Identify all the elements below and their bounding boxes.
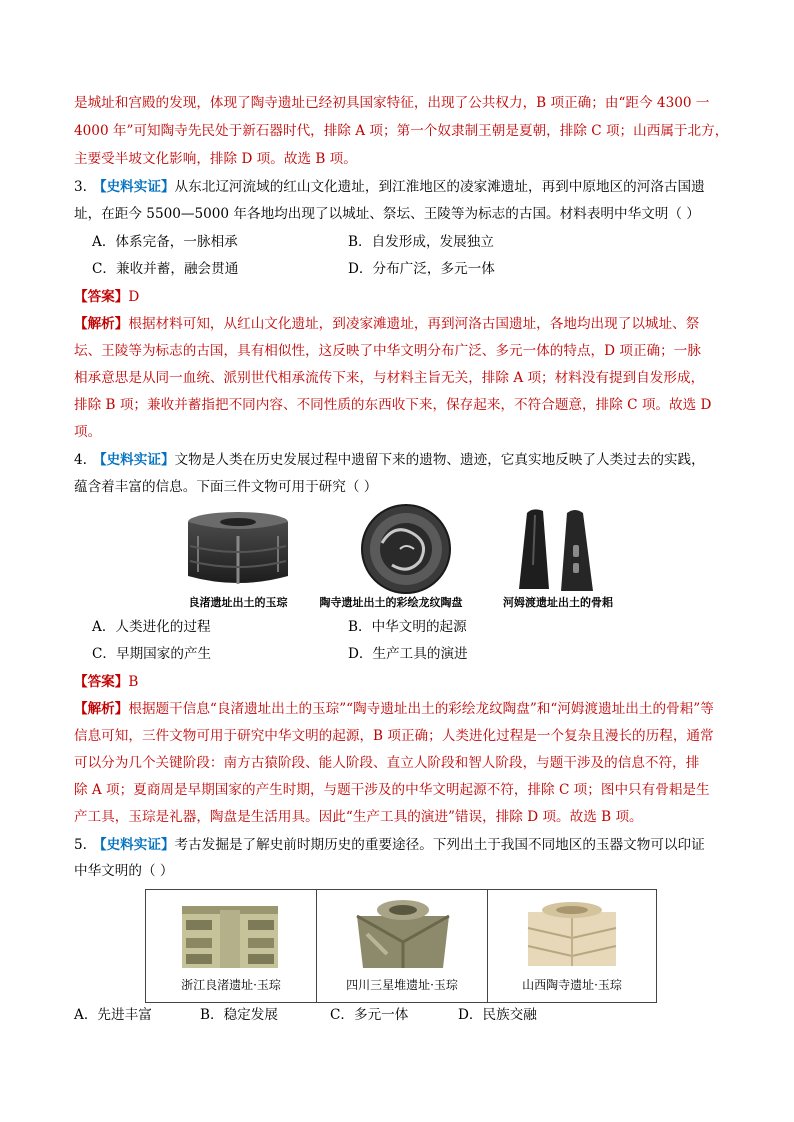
q4-answer-line — [74, 672, 138, 692]
q3-option-a: A．体系完备，一脉相承 — [92, 234, 238, 250]
q3-analysis-text-1: 根据材料可知，从红山文化遗址，到凌家滩遗址，再到河洛古国遗址，各地均出现了以城址、祭 — [128, 316, 700, 332]
q3-analysis-line-2: 坛、王陵等为标志的古国，具有相似性，这反映了中华文明分布广泛、多元一体的特点，D 项正确；一脉 — [74, 343, 701, 359]
q3-stem-text-1: 从东北辽河流域的红山文化遗址，到江淮地区的凌家滩遗址，再到中原地区的河洛古国遗 — [174, 179, 705, 195]
q3-analysis-line-3: 相承意思是从同一血统、派别世代相承流传下来，与材料主旨无关，排除 A 项；材料没有提到自发形成， — [74, 370, 705, 386]
jade-cong-sichuan-image — [347, 894, 459, 974]
q4-number: 4. — [74, 452, 87, 468]
q3-option-b: B．自发形成，发展独立 — [348, 234, 494, 250]
q5-option-a: A．先进丰富 — [74, 1007, 152, 1023]
q5-stem-line-1 — [74, 835, 705, 855]
q5-number: 5. — [74, 837, 87, 853]
q5-caption-3: 山西陶寺遗址·玉琮 — [522, 978, 622, 992]
q4-stem-line-2: 蕴含着丰富的信息。下面三件文物可用于研究（ ） — [74, 479, 378, 495]
q4-answer-value: B — [128, 674, 139, 690]
q4-option-b: B．中华文明的起源 — [348, 619, 467, 635]
q5-option-b: B．稳定发展 — [200, 1007, 278, 1023]
q3-analysis-line-1 — [74, 314, 699, 334]
q5-table-cell-2 — [316, 890, 487, 1002]
q5-artifact-table — [145, 889, 657, 1003]
jade-cong-liangzhu-image — [178, 506, 298, 590]
q4-caption-1: 良渚遗址出土的玉琮 — [188, 596, 288, 609]
q3-option-c: C．兼收并蓄，融会贯通 — [92, 261, 239, 277]
q4-analysis-line-2: 信息可知，三件文物可用于研究中华文明的起源，B 项正确；人类进化过程是一个复杂且漫长的历程，通常 — [74, 728, 714, 744]
q3-answer-value: D — [128, 289, 140, 305]
q4-option-a: A．人类进化的过程 — [92, 619, 211, 635]
bone-si-hemudu-image — [513, 505, 599, 593]
intro-line-1: 是城址和宫殿的发现，体现了陶寺遗址已经初具国家特征，出现了公共权力，B 项正确；由“距今 4300 一 — [74, 95, 710, 111]
q5-stem-text-1: 考古发掘是了解史前时期历史的重要途径。下列出土于我国不同地区的玉器文物可以印证 — [174, 837, 705, 853]
q3-tag: 【史料实证】 — [92, 179, 175, 195]
q4-analysis-line-3: 可以分为几个关键阶段：南方古猿阶段、能人阶段、直立人阶段和智人阶段，与题干涉及的信息不符，排 — [74, 755, 700, 771]
q3-analysis-line-4: 排除 B 项；兼收并蓄指把不同内容、不同性质的东西收下来，保存起来，不符合题意，排除 C 项。故选 D — [74, 397, 712, 413]
q4-analysis-line-5: 产工具，玉琮是礼器，陶盘是生活用具。因此“生产工具的演进”错误，排除 D 项。故选 B 项。 — [74, 809, 643, 825]
q5-caption-1: 浙江良渚遗址·玉琮 — [181, 978, 281, 992]
jade-cong-shanxi-image — [516, 896, 628, 974]
q5-option-d: D．民族交融 — [458, 1007, 537, 1023]
q3-answer-label: 【答案】 — [74, 289, 129, 305]
q4-analysis-line-4: 除 A 项；夏商周是早期国家的产生时期，与题干涉及的中华文明起源不符，排除 C 项；图中只有骨耜是生 — [74, 782, 710, 798]
q4-option-d: D．生产工具的演进 — [348, 646, 468, 662]
q5-caption-2: 四川三星堆遗址·玉琮 — [346, 978, 458, 992]
q3-analysis-label: 【解析】 — [74, 316, 129, 332]
q5-option-c: C．多元一体 — [330, 1007, 409, 1023]
q4-tag: 【史料实证】 — [92, 452, 175, 468]
q4-analysis-label: 【解析】 — [74, 701, 129, 717]
q4-analysis-text-1: 根据题干信息“良渚遗址出土的玉琮”“陶寺遗址出土的彩绘龙纹陶盘”和“河姆渡遗址出土的骨耜”等 — [128, 701, 714, 717]
q5-stem-line-2: 中华文明的（ ） — [74, 863, 174, 879]
q3-stem-line-1 — [74, 177, 705, 197]
q3-stem-line-2: 址，在距今 5500—5000 年各地均出现了以城址、祭坛、王陵等为标志的古国。材料表明中华文明（ ） — [74, 206, 700, 222]
q4-stem-text-1: 文物是人类在历史发展过程中遗留下来的遗物、遗迹，它真实地反映了人类过去的实践， — [174, 452, 705, 468]
q3-analysis-line-5: 项。 — [74, 424, 102, 440]
q4-answer-label: 【答案】 — [74, 674, 129, 690]
painted-dragon-plate-image — [360, 503, 452, 595]
q4-option-c: C．早期国家的产生 — [92, 646, 212, 662]
intro-line-2: 4000 年”可知陶寺先民处于新石器时代，排除 A 项；第一个奴隶制王朝是夏朝，排除 C 项；山西属于北方， — [74, 123, 729, 139]
q5-table-cell-3 — [487, 890, 656, 1002]
q4-stem-line-1 — [74, 450, 705, 470]
q4-caption-3: 河姆渡遗址出土的骨耜 — [503, 596, 613, 609]
q3-option-d: D．分布广泛，多元一体 — [348, 261, 495, 277]
q3-answer-line — [74, 287, 139, 307]
q4-caption-2: 陶寺遗址出土的彩绘龙纹陶盘 — [319, 596, 463, 609]
intro-line-3: 主要受半坡文化影响，排除 D 项。故选 B 项。 — [74, 151, 357, 167]
q3-number: 3. — [74, 179, 87, 195]
jade-cong-zhejiang-image — [174, 896, 286, 972]
q5-tag: 【史料实证】 — [92, 837, 175, 853]
q5-table-cell-1 — [146, 890, 316, 1002]
q4-analysis-line-1 — [74, 699, 714, 719]
